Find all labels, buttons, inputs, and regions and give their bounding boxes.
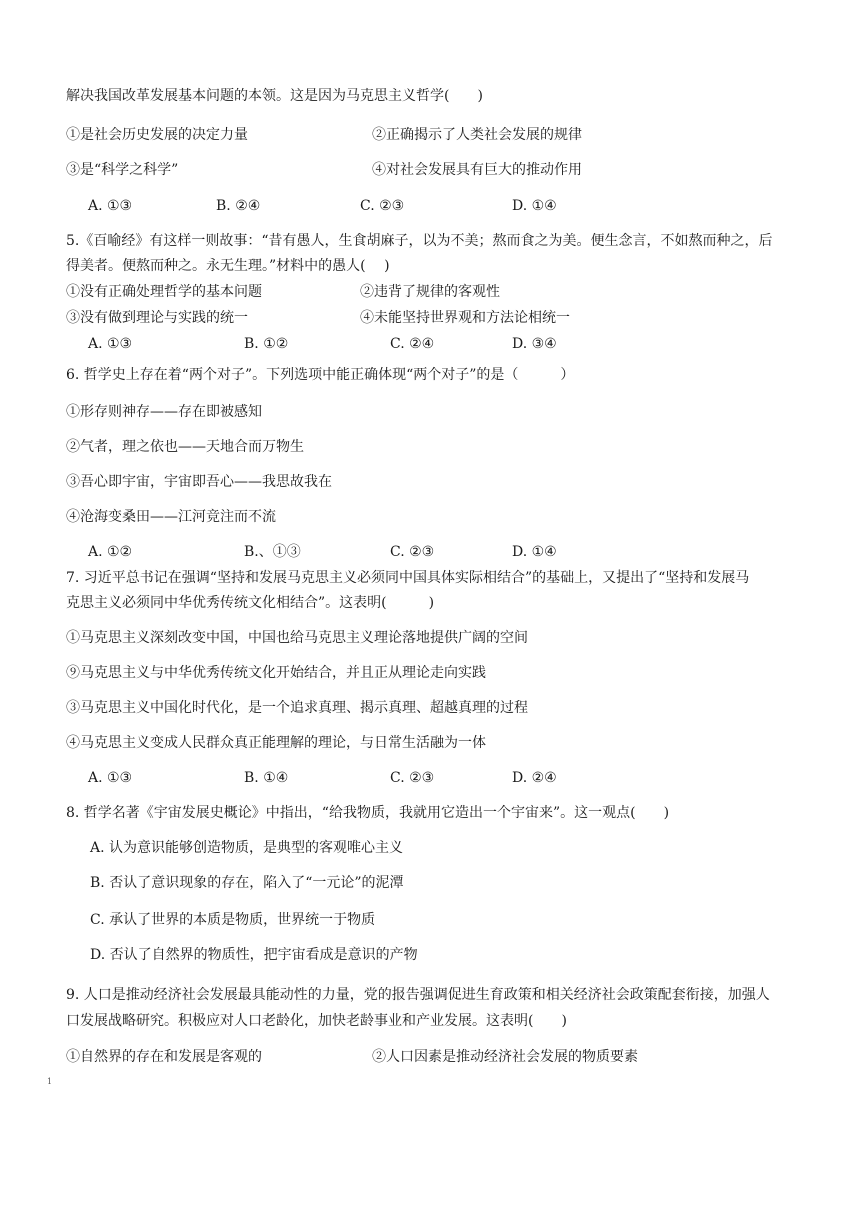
q9-item-1: ①自然界的存在和发展是客观的 [66, 1049, 262, 1065]
q8-option-a: A. 认为意识能够创造物质，是典型的客观唯心主义 [90, 840, 404, 856]
q7-stem-line-1: 7. 习近平总书记在强调“坚持和发展马克思主义必须同中国具体实际相结合”的基础上，又提出了“坚持和发展马 [66, 570, 750, 586]
q7-item-1: ①马克思主义深刻改变中国，中国也给马克思主义理论落地提供广阔的空间 [66, 630, 528, 646]
q7-option-b: B. ①④ [244, 770, 289, 786]
q5-item-4: ④未能坚持世界观和方法论相统一 [360, 310, 570, 326]
q9-stem-line-2: 口发展战略研究。积极应对人口老龄化，加快老龄事业和产业发展。这表明( ) [66, 1013, 567, 1029]
q8-option-c: C. 承认了世界的本质是物质，世界统一于物质 [90, 912, 376, 928]
q6-item-3: ③吾心即宇宙，宇宙即吾心——我思故我在 [66, 474, 332, 490]
q7-item-4: ④马克思主义变成人民群众真正能理解的理论，与日常生活融为一体 [66, 735, 486, 751]
q5-stem-line-1: 5.《百喻经》有这样一则故事：“昔有愚人，生食胡麻子，以为不美；熬而食之为美。便生念言，不如熬而种之，后 [66, 233, 773, 249]
q7-item-2: ⑨马克思主义与中华优秀传统文化开始结合，并且正从理论走向实践 [66, 665, 486, 681]
q6-stem: 6. 哲学史上存在着“两个对子”。下列选项中能正确体现“两个对子”的是（ ） [66, 367, 575, 383]
q7-option-d: D. ②④ [512, 770, 557, 786]
q5-item-2: ②违背了规律的客观性 [360, 284, 500, 300]
q8-option-b: B. 否认了意识现象的存在，陷入了“一元论”的泥潭 [90, 875, 404, 891]
q6-option-d: D. ①④ [512, 544, 557, 560]
q5-item-3: ③没有做到理论与实践的统一 [66, 310, 248, 326]
q5-option-d: D. ③④ [512, 336, 557, 352]
q4-option-b: B. ②④ [216, 198, 261, 214]
q8-stem: 8. 哲学名著《宇宙发展史概论》中指出，“给我物质，我就用它造出一个宇宙来”。这一观点( ) [66, 805, 670, 821]
q5-stem-line-2: 得美者。便熬而种之。永无生理。”材料中的愚人( ) [66, 258, 390, 274]
q4-item-1: ①是社会历史发展的决定力量 [66, 127, 248, 143]
q7-stem-line-2: 克思主义必须同中华优秀传统文化相结合”。这表明( ) [66, 595, 435, 611]
q4-item-4: ④对社会发展具有巨大的推动作用 [372, 162, 582, 178]
q4-item-3: ③是“科学之科学” [66, 162, 179, 178]
q6-item-1: ①形存则神存——存在即被感知 [66, 404, 262, 420]
q4-option-c: C. ②③ [360, 198, 405, 214]
q7-item-3: ③马克思主义中国化时代化，是一个追求真理、揭示真理、超越真理的过程 [66, 700, 528, 716]
q6-option-b: B.、①③ [244, 544, 301, 560]
q6-option-a: A. ①② [88, 544, 133, 560]
q7-option-c: C. ②③ [390, 770, 435, 786]
q5-option-b: B. ①② [244, 336, 289, 352]
q4-option-a: A. ①③ [88, 198, 133, 214]
q9-item-2: ②人口因素是推动经济社会发展的物质要素 [372, 1049, 638, 1065]
q6-item-4: ④沧海变桑田——江河竞注而不流 [66, 509, 276, 525]
q5-option-a: A. ①③ [88, 336, 133, 352]
q4-item-2: ②正确揭示了人类社会发展的规律 [372, 127, 582, 143]
q7-option-a: A. ①③ [88, 770, 133, 786]
q4-option-d: D. ①④ [512, 198, 557, 214]
q5-option-c: C. ②④ [390, 336, 435, 352]
q4-stem-tail: 解决我国改革发展基本问题的本领。这是因为马克思主义哲学( ) [66, 88, 483, 104]
q6-item-2: ②气者，理之依也——天地合而万物生 [66, 439, 304, 455]
q9-stem-line-1: 9. 人口是推动经济社会发展最具能动性的力量，党的报告强调促进生育政策和相关经济社会政策配套衔接，加强人 [66, 987, 770, 1003]
q6-option-c: C. ②③ [390, 544, 435, 560]
page-number: 1 [47, 1077, 53, 1086]
q5-item-1: ①没有正确处理哲学的基本问题 [66, 284, 262, 300]
q8-option-d: D. 否认了自然界的物质性，把宇宙看成是意识的产物 [90, 947, 418, 963]
